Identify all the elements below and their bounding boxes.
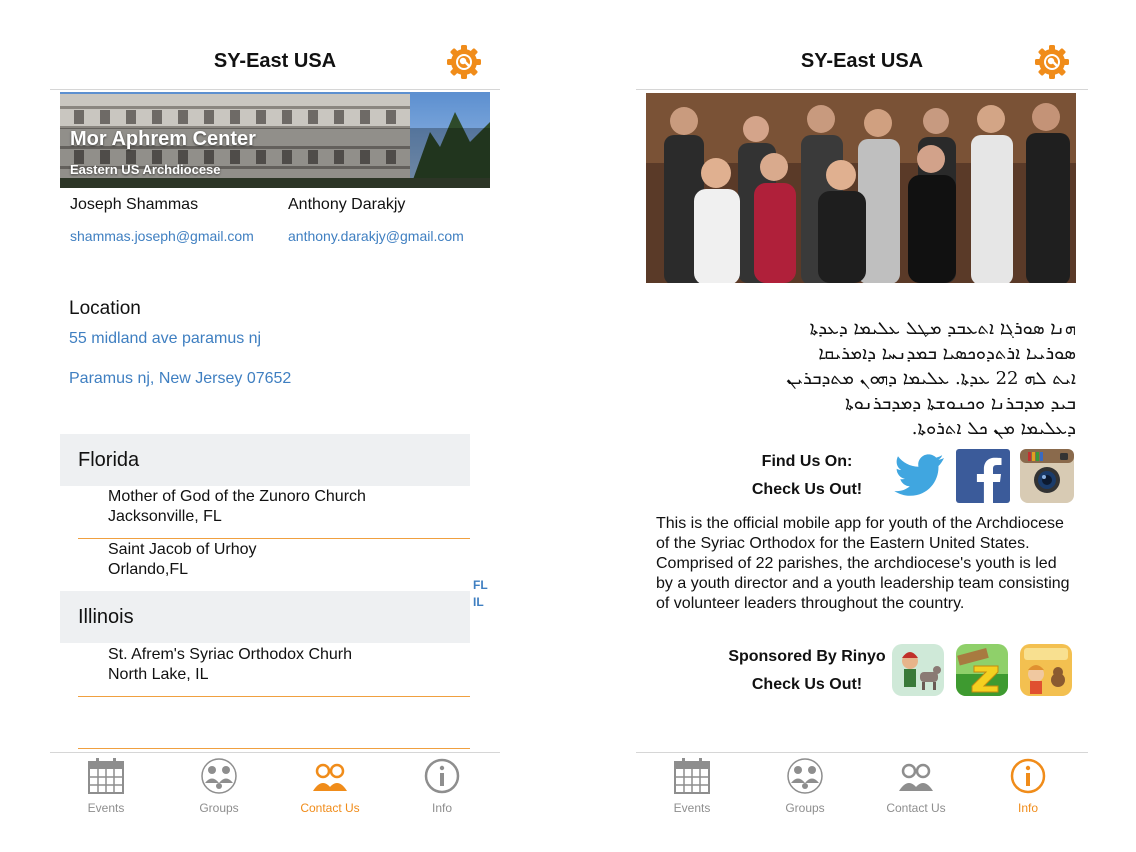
syriac-line: ܗܢܐ ܣܘܪܓܐ ܐܬܥܒܕ ܡܛܠ ܥܠܝܡܐ ܕܥܕܬܐ (809, 318, 1076, 339)
groups-icon (785, 757, 825, 795)
contact-name: Joseph Shammas (70, 196, 199, 213)
tab-groups[interactable] (755, 757, 855, 815)
tab-label: Info (1017, 801, 1038, 815)
sponsor-app-icon[interactable] (1020, 644, 1072, 696)
settings-gear-icon[interactable] (1034, 44, 1070, 80)
syriac-line: ܣܘܪܝܝܐ ܐܪܬܕܘܟܣܝܐ ܒܡܕܢܚܐ ܕܐܡܪܝܩܐ (818, 343, 1076, 364)
tab-contact-us[interactable] (280, 757, 380, 815)
groups-icon (199, 757, 239, 795)
sponsor-app-icon[interactable] (956, 644, 1008, 696)
tab-label: Info (431, 801, 452, 815)
check-us-out-label: Check Us Out! (751, 676, 863, 693)
section-header-florida (60, 434, 470, 486)
row-divider (78, 538, 470, 539)
check-us-out-label: Check Us Out! (751, 481, 863, 498)
youth-group-photo (646, 93, 1076, 283)
address-line-2[interactable]: Paramus nj, New Jersey 07652 (69, 370, 292, 387)
contact-icon (897, 757, 935, 795)
location-label: Location (69, 298, 141, 319)
tab-contact-us[interactable] (866, 757, 966, 815)
contact-email-link[interactable]: shammas.joseph@gmail.com (70, 228, 254, 244)
find-us-label: Find Us On: (761, 453, 853, 470)
info-screen (636, 0, 1088, 852)
info-icon (423, 757, 461, 795)
section-title: Illinois (78, 606, 134, 628)
banner-subtitle: Eastern US Archdiocese (70, 162, 221, 177)
tab-label: Contact Us (886, 801, 946, 815)
tab-events[interactable] (56, 757, 156, 815)
about-text: This is the official mobile app for youth of the Archdiocese of the Syriac Orthodox for the Eastern United States. Comprised of 22 parishes, the archdiocese's youth is led by a youth director and a youth leadership team consisting of volunteer leaders throughout the country. (656, 515, 1070, 612)
church-city: Orlando,FL (108, 561, 189, 578)
syriac-line: ܐܝܬ ܠܗ 22 ܥܕܬܐ. ܥܠܝܡܐ ܕܗܘܢ ܡܬܕܒܪܝܢ (786, 368, 1076, 389)
tab-label: Contact Us (300, 801, 360, 815)
nav-bar (50, 36, 500, 90)
contact-card (70, 196, 254, 244)
tab-label: Groups (199, 801, 239, 815)
church-list-item[interactable] (108, 540, 257, 580)
settings-gear-icon[interactable] (446, 44, 482, 80)
church-name: Saint Jacob of Urhoy (108, 541, 257, 558)
row-divider (78, 748, 470, 749)
syriac-line: ܒܝܕ ܡܕܒܪܢܐ ܘܟܢܘܫܬܐ ܕܡܕܒܪܢܘܬܐ (845, 393, 1076, 414)
tab-label: Events (87, 801, 125, 815)
info-icon (1009, 757, 1047, 795)
tab-label: Events (673, 801, 711, 815)
section-header-illinois (60, 591, 470, 643)
nav-title: SY-East USA (213, 50, 337, 72)
calendar-icon (673, 757, 711, 795)
sponsor-app-icon[interactable] (892, 644, 944, 696)
church-city: Jacksonville, FL (108, 508, 222, 525)
syriac-description (656, 316, 1076, 441)
index-fl[interactable]: FL (473, 578, 488, 592)
tab-info[interactable] (392, 757, 492, 815)
row-divider (78, 696, 470, 697)
sponsored-by-label: Sponsored By Rinyo (728, 648, 886, 665)
tab-bar (636, 752, 1088, 816)
tab-info[interactable] (978, 757, 1078, 815)
contact-us-screen (50, 0, 500, 852)
facebook-icon[interactable] (956, 449, 1010, 503)
banner-title: Mor Aphrem Center (70, 128, 256, 150)
tab-groups[interactable] (169, 757, 269, 815)
index-il[interactable]: IL (473, 595, 484, 609)
tab-label: Groups (785, 801, 825, 815)
church-list-item[interactable] (108, 645, 352, 685)
address-line-1[interactable]: 55 midland ave paramus nj (69, 330, 262, 347)
contact-email-link[interactable]: anthony.darakjy@gmail.com (288, 228, 464, 244)
contact-card (288, 196, 464, 244)
section-title: Florida (78, 449, 140, 471)
church-list-item[interactable] (108, 487, 366, 527)
nav-bar (636, 36, 1088, 90)
tab-events[interactable] (642, 757, 742, 815)
church-name: St. Afrem's Syriac Orthodox Churh (108, 646, 353, 663)
church-name: Mother of God of the Zunoro Church (108, 488, 366, 505)
contact-icon (311, 757, 349, 795)
tab-bar (50, 752, 500, 816)
center-banner (60, 92, 490, 188)
syriac-line: ܕܥܠܝܡܐ ܡܢ ܟܠ ܐܬܪܘܬܐ. (911, 418, 1076, 439)
church-city: North Lake, IL (108, 666, 209, 683)
nav-title: SY-East USA (800, 50, 924, 72)
contact-name: Anthony Darakjy (288, 196, 406, 213)
twitter-icon[interactable] (892, 449, 946, 503)
instagram-icon[interactable] (1020, 449, 1074, 503)
calendar-icon (87, 757, 125, 795)
